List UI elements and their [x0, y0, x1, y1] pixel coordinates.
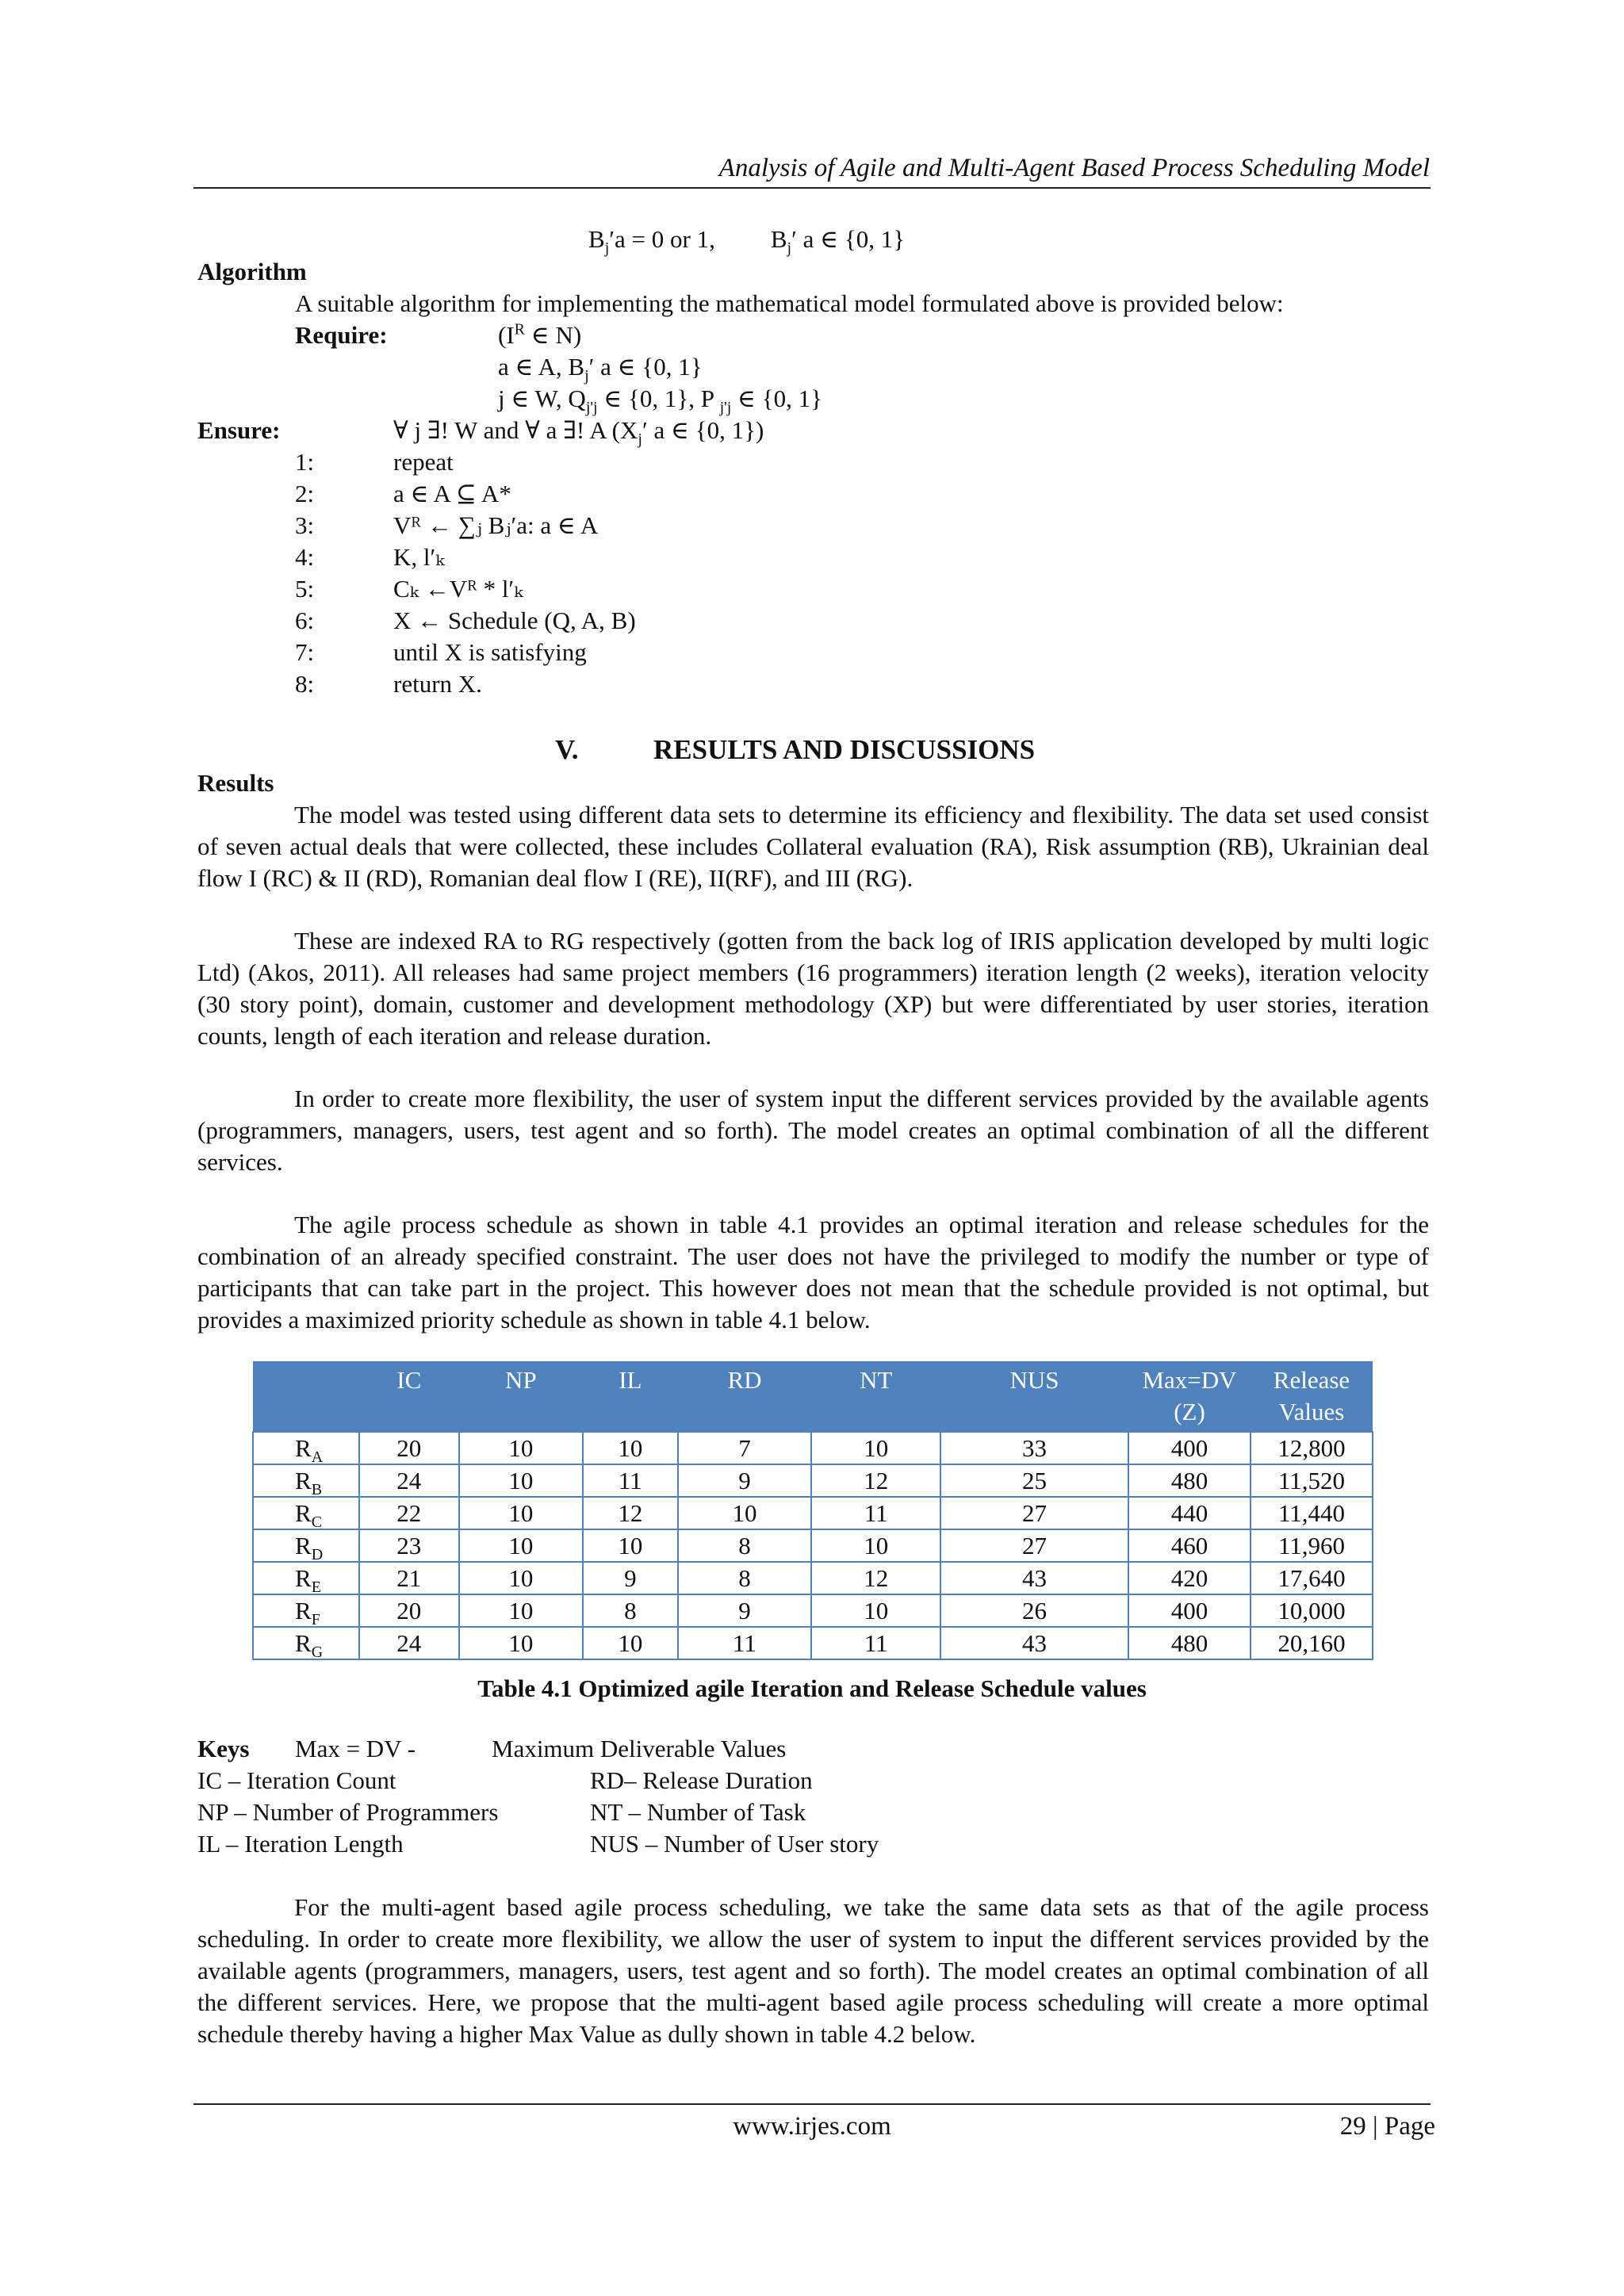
table-cell: 12	[811, 1464, 940, 1497]
table-cell: 12	[583, 1497, 677, 1529]
footer-rule	[193, 2103, 1431, 2105]
key-left: IL – Iteration Length	[197, 1830, 404, 1858]
eq-part2: ′ a ∈ {0, 1}	[791, 225, 906, 253]
table-cell: 10	[583, 1627, 677, 1659]
table-cell: 8	[678, 1529, 812, 1562]
table-cell: 20,160	[1251, 1627, 1373, 1659]
keys-row	[197, 1797, 806, 1828]
req2-b: ′ a ∈ {0, 1}	[588, 353, 703, 381]
row-label	[253, 1464, 359, 1497]
table-cell: 8	[583, 1594, 677, 1627]
table-header-cell: RD	[678, 1361, 812, 1432]
table-cell: 440	[1128, 1497, 1251, 1529]
table-cell: 20	[359, 1594, 459, 1627]
algorithm-heading: Algorithm	[197, 258, 307, 285]
step-number: 1:	[295, 448, 315, 476]
step-number: 5:	[295, 575, 315, 603]
table-cell: 480	[1128, 1464, 1251, 1497]
table-cell: 25	[940, 1464, 1128, 1497]
row-label-text: R	[295, 1498, 312, 1527]
table-cell: 10	[583, 1529, 677, 1562]
req2-sub: j	[584, 367, 589, 385]
table-cell: 11,960	[1251, 1529, 1373, 1562]
table-row	[253, 1594, 1373, 1627]
req2-a: a ∈ A, B	[498, 353, 585, 381]
table-header-cell	[253, 1361, 359, 1432]
table-cell: 460	[1128, 1529, 1251, 1562]
row-label-text: R	[295, 1466, 312, 1494]
eq-b1: B	[588, 225, 605, 253]
table-cell: 10	[459, 1464, 584, 1497]
table-row	[253, 1627, 1373, 1659]
table-cell: 7	[678, 1432, 812, 1464]
table-cell: 10	[583, 1432, 677, 1464]
step-text: K, l′ₖ	[393, 543, 445, 571]
table-cell: 11	[811, 1497, 940, 1529]
table-cell: 11	[678, 1627, 812, 1659]
row-label	[253, 1562, 359, 1594]
table-header-cell: NT	[811, 1361, 940, 1432]
req3-c: ∈ {0, 1}	[731, 385, 823, 412]
table-cell: 9	[678, 1464, 812, 1497]
table-cell: 400	[1128, 1594, 1251, 1627]
algorithm-intro: A suitable algorithm for implementing the mathematical model formulated above is provided below:	[295, 289, 1284, 317]
table-cell: 10	[459, 1432, 584, 1464]
table-cell: 420	[1128, 1562, 1251, 1594]
results-paragraph-1: The model was tested using different data sets to determine its efficiency and flexibility. The data set used consist of seven actual deals that were collected, these includes Collateral evaluation (RA), Risk assumption (RB), Ukrainian deal flow I (RC) & II (RD), Romanian deal flow I (RE), II(RF), and III (RG).	[197, 801, 1429, 892]
row-label-sub: C	[311, 1513, 323, 1531]
table-cell: 22	[359, 1497, 459, 1529]
table-cell: 27	[940, 1529, 1128, 1562]
req3-sub: j'j	[585, 399, 598, 417]
step-text: return X.	[393, 670, 482, 698]
section-title: RESULTS AND DISCUSSIONS	[653, 734, 1036, 765]
header-rule	[193, 187, 1431, 189]
table-row	[253, 1497, 1373, 1529]
table-cell: 10	[678, 1497, 812, 1529]
key-left: Max = DV -	[295, 1735, 416, 1762]
step-number: 2:	[295, 480, 315, 507]
table-cell: 11,440	[1251, 1497, 1373, 1529]
results-paragraph-2: These are indexed RA to RG respectively (gotten from the back log of IRIS application developed by multi logic Ltd) (Akos, 2011). All releases had same project members (16 programmers) iteration length (2 weeks), iteration velocity (30 story point), domain, customer and development methodology (XP) but were differentiated by user stories, iteration counts, length of each iteration and release duration.	[197, 927, 1429, 1050]
table-cell: 43	[940, 1627, 1128, 1659]
table-cell: 480	[1128, 1627, 1251, 1659]
table-cell: 26	[940, 1594, 1128, 1627]
row-label-text: R	[295, 1433, 312, 1462]
key-right: NT – Number of Task	[590, 1798, 806, 1826]
table-row	[253, 1562, 1373, 1594]
table-cell: 10	[459, 1627, 584, 1659]
ensure-label: Ensure:	[197, 416, 281, 444]
step-text: Cₖ ←Vᴿ * l′ₖ	[393, 575, 523, 603]
req1-b: ∈ N)	[525, 321, 582, 349]
row-label	[253, 1497, 359, 1529]
eq-b2: B	[770, 225, 787, 253]
keys-row	[197, 1733, 787, 1765]
running-title: Analysis of Agile and Multi-Agent Based Process Scheduling Model	[718, 154, 1430, 182]
table-cell: 12,800	[1251, 1432, 1373, 1464]
step-text: Vᴿ ← ∑ⱼ Bⱼ′a: a ∈ A	[393, 511, 599, 539]
table-cell: 10	[459, 1497, 584, 1529]
closing-paragraph: For the multi-agent based agile process scheduling, we take the same data sets as that of the agile process scheduling. In order to create more flexibility, we allow the user of system to input the different services provided by the available agents (programmers, managers, users, test agent and so forth). The model creates an optimal combination of all the different services. Here, we propose that the multi-agent based agile process scheduling will create a more optimal schedule thereby having a higher Max Value as dully shown in table 4.2 below.	[197, 1893, 1429, 2048]
row-label-sub: F	[311, 1610, 320, 1628]
table-cell: 43	[940, 1562, 1128, 1594]
step-text: repeat	[393, 448, 454, 476]
table-cell: 33	[940, 1432, 1128, 1464]
table-row	[253, 1432, 1373, 1464]
eq-part1: ′a = 0 or 1,	[609, 225, 715, 253]
table-cell: 17,640	[1251, 1562, 1373, 1594]
req3-a: j ∈ W, Q	[498, 385, 586, 412]
equation-top	[588, 224, 906, 258]
row-label	[253, 1529, 359, 1562]
table-header-cell: Max=DV (Z)	[1128, 1361, 1251, 1432]
results-paragraph-4: The agile process schedule as shown in table 4.1 provides an optimal iteration and release schedules for the combination of an already specified constraint. The user does not have the privileged to modify the number or type of participants that can take part in the project. This however does not mean that the schedule provided is not optimal, but provides a maximized priority schedule as shown in table 4.1 below.	[197, 1211, 1429, 1334]
table-header-cell: NUS	[940, 1361, 1128, 1432]
table-cell: 9	[583, 1562, 677, 1594]
require-line-2	[498, 351, 703, 383]
step-number: 7:	[295, 638, 315, 666]
table-cell: 10	[459, 1562, 584, 1594]
ensure-text	[393, 415, 764, 449]
row-label-text: R	[295, 1628, 312, 1657]
table-cell: 21	[359, 1562, 459, 1594]
table-cell: 10	[459, 1594, 584, 1627]
keys-row	[197, 1765, 813, 1797]
table-cell: 9	[678, 1594, 812, 1627]
key-left: NP – Number of Programmers	[197, 1798, 499, 1826]
table-cell: 11,520	[1251, 1464, 1373, 1497]
row-label-sub: B	[311, 1480, 323, 1498]
row-label-sub: A	[311, 1448, 324, 1466]
req3-sub2: j'j	[719, 399, 732, 417]
table-cell: 10	[811, 1529, 940, 1562]
req3-b: ∈ {0, 1}, P	[597, 385, 720, 412]
footer-website: www.irjes.com	[733, 2112, 891, 2141]
row-label-sub: E	[311, 1578, 321, 1596]
key-left: IC – Iteration Count	[197, 1766, 396, 1794]
step-number: 6:	[295, 607, 315, 634]
key-right: NUS – Number of User story	[590, 1830, 879, 1858]
table-cell: 20	[359, 1432, 459, 1464]
results-paragraph-3: In order to create more flexibility, the user of system input the different services provided by the available agents (programmers, managers, users, test agent and so forth). The model creates an optimal combination of all the different services.	[197, 1085, 1429, 1176]
step-text: until X is satisfying	[393, 638, 587, 666]
table-cell: 27	[940, 1497, 1128, 1529]
row-label-text: R	[295, 1563, 312, 1592]
table-cell: 400	[1128, 1432, 1251, 1464]
req1-sup: R	[514, 320, 525, 339]
row-label-sub: G	[311, 1643, 324, 1661]
table-cell: 24	[359, 1627, 459, 1659]
table-header-cell: IL	[583, 1361, 677, 1432]
table-cell: 11	[583, 1464, 677, 1497]
step-number: 8:	[295, 670, 315, 698]
table-cell: 10	[459, 1529, 584, 1562]
table-cell: 10,000	[1251, 1594, 1373, 1627]
table-header-cell: Release Values	[1251, 1361, 1373, 1432]
key-right: RD– Release Duration	[590, 1766, 813, 1794]
table-cell: 11	[811, 1627, 940, 1659]
eq-b2-sub: j	[787, 239, 792, 258]
section-number: V.	[555, 734, 579, 765]
table-cell: 24	[359, 1464, 459, 1497]
require-line-3	[498, 383, 822, 415]
keys-row	[197, 1828, 879, 1860]
table-row	[253, 1529, 1373, 1562]
table-header-cell: IC	[359, 1361, 459, 1432]
req1-a: (I	[498, 321, 515, 349]
require-line-1	[498, 320, 581, 351]
row-label	[253, 1627, 359, 1659]
ensure-a: ∀ j ∃! W and ∀ a ∃! A (X	[393, 416, 638, 444]
row-label	[253, 1432, 359, 1464]
row-label-text: R	[295, 1531, 312, 1559]
step-text: a ∈ A ⊆ A*	[393, 480, 511, 507]
row-label-sub: D	[311, 1545, 324, 1563]
eq-b1-sub: j	[604, 239, 610, 258]
footer-page-number: 29 | Page	[1339, 2112, 1435, 2141]
step-text: X ← Schedule (Q, A, B)	[393, 607, 636, 634]
step-number: 4:	[295, 543, 315, 571]
ensure-b: ′ a ∈ {0, 1})	[642, 416, 764, 444]
table-cell: 8	[678, 1562, 812, 1594]
results-table	[252, 1361, 1373, 1660]
row-label	[253, 1594, 359, 1627]
table-cell: 23	[359, 1529, 459, 1562]
table-header-cell: NP	[459, 1361, 584, 1432]
table-caption: Table 4.1 Optimized agile Iteration and Release Schedule values	[477, 1674, 1147, 1702]
table-row	[253, 1464, 1373, 1497]
key-right: Maximum Deliverable Values	[492, 1735, 787, 1762]
table-cell: 12	[811, 1562, 940, 1594]
ensure-sub: j	[638, 430, 642, 449]
keys-label: Keys	[197, 1735, 250, 1762]
require-label: Require:	[295, 321, 388, 349]
results-heading: Results	[197, 769, 274, 797]
table-cell: 10	[811, 1594, 940, 1627]
row-label-text: R	[295, 1596, 312, 1624]
table-header-row	[253, 1361, 1373, 1432]
table-cell: 10	[811, 1432, 940, 1464]
step-number: 3:	[295, 511, 315, 539]
